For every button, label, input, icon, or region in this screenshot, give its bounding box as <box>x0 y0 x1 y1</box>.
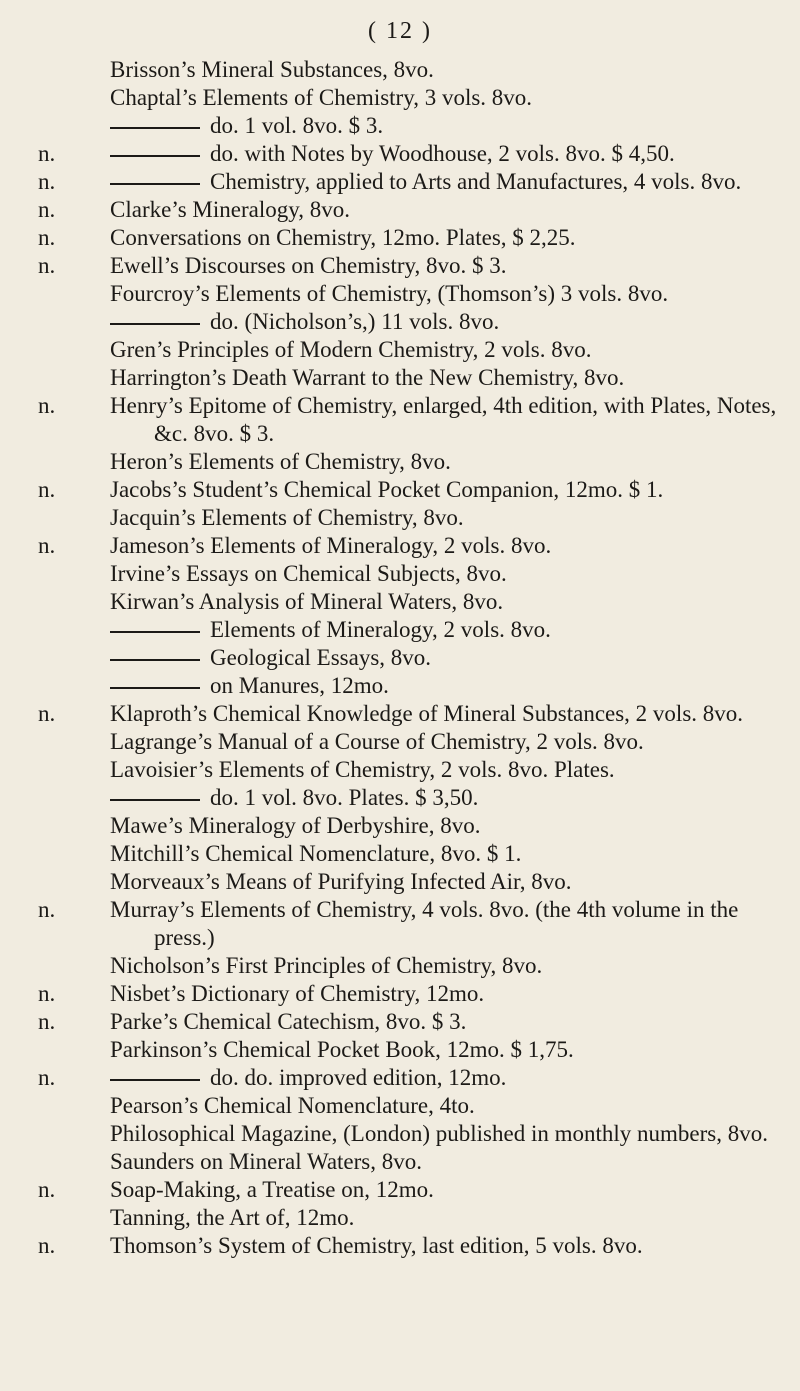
entry-text: do. (Nicholson’s,) 11 vols. 8vo. <box>210 309 500 334</box>
catalogue-entry <box>38 252 790 280</box>
entry-text: Geological Essays, 8vo. <box>210 645 432 670</box>
entry-text: Jacobs’s Student’s Chemical Pocket Companion, 12mo. $ 1. <box>110 477 664 502</box>
catalogue-entry <box>110 56 790 84</box>
catalogue-entry <box>38 140 790 168</box>
catalogue-entry <box>38 1232 790 1260</box>
entry-text: Henry’s Epitome of Chemistry, enlarged, 4th edition, with Plates, Notes, &c. 8vo. $ 3. <box>110 393 777 446</box>
entry-text: Elements of Mineralogy, 2 vols. 8vo. <box>210 617 551 642</box>
catalogue-entry <box>110 112 790 140</box>
entry-text: Nisbet’s Dictionary of Chemistry, 12mo. <box>110 981 485 1006</box>
entry-text: Mawe’s Mineralogy of Derbyshire, 8vo. <box>110 813 481 838</box>
catalogue-entry <box>38 168 790 196</box>
catalogue-entry <box>110 756 790 784</box>
entry-text: Mitchill’s Chemical Nomenclature, 8vo. $ 1. <box>110 841 522 866</box>
entry-text: Chaptal’s Elements of Chemistry, 3 vols. 8vo. <box>110 85 533 110</box>
catalogue-entry <box>110 280 790 308</box>
catalogue-entry <box>110 1148 790 1176</box>
entry-text: Murray’s Elements of Chemistry, 4 vols. 8vo. (the 4th volume in the press.) <box>110 897 739 950</box>
entry-text: Parkinson’s Chemical Pocket Book, 12mo. $ 1,75. <box>110 1037 574 1062</box>
entry-text: Kirwan’s Analysis of Mineral Waters, 8vo. <box>110 589 504 614</box>
entry-text: Soap-Making, a Treatise on, 12mo. <box>110 1177 434 1202</box>
entry-text: Fourcroy’s Elements of Chemistry, (Thomson’s) 3 vols. 8vo. <box>110 281 669 306</box>
catalogue-entry <box>110 560 790 588</box>
entry-text: Saunders on Mineral Waters, 8vo. <box>110 1149 422 1174</box>
new-marker: n. <box>38 1177 56 1202</box>
entry-text: Clarke’s Mineralogy, 8vo. <box>110 197 350 222</box>
ditto-rule <box>110 127 200 129</box>
catalogue-entry <box>110 1036 790 1064</box>
catalogue-entry <box>38 700 790 728</box>
new-marker: n. <box>38 1009 56 1034</box>
catalogue-entry <box>110 1120 790 1148</box>
entry-text: Conversations on Chemistry, 12mo. Plates, $ 2,25. <box>110 225 576 250</box>
entry-text: Thomson’s System of Chemistry, last edition, 5 vols. 8vo. <box>110 1233 643 1258</box>
new-marker: n. <box>38 981 56 1006</box>
catalogue-entry <box>38 1008 790 1036</box>
catalogue-entry <box>38 392 790 448</box>
new-marker: n. <box>38 1233 56 1258</box>
entry-text: Chemistry, applied to Arts and Manufactures, 4 vols. 8vo. <box>210 169 742 194</box>
catalogue-entry <box>38 532 790 560</box>
book-list <box>38 56 790 1260</box>
catalogue-entry <box>110 952 790 980</box>
catalogue-entry <box>110 784 790 812</box>
page-number: ( 12 ) <box>368 18 432 44</box>
entry-text: Nicholson’s First Principles of Chemistry, 8vo. <box>110 953 543 978</box>
entry-text: Heron’s Elements of Chemistry, 8vo. <box>110 449 451 474</box>
new-marker: n. <box>38 197 56 222</box>
catalogue-entry <box>38 980 790 1008</box>
new-marker: n. <box>38 533 56 558</box>
catalogue-entry <box>38 1064 790 1092</box>
ditto-rule <box>110 799 200 801</box>
ditto-rule <box>110 631 200 633</box>
catalogue-entry <box>38 1176 790 1204</box>
entry-text: do. 1 vol. 8vo. $ 3. <box>210 113 384 138</box>
new-marker: n. <box>38 897 56 922</box>
entry-text: do. do. improved edition, 12mo. <box>210 1065 507 1090</box>
new-marker: n. <box>38 701 56 726</box>
entry-text: Klaproth’s Chemical Knowledge of Mineral Substances, 2 vols. 8vo. <box>110 701 744 726</box>
entry-text: Jameson’s Elements of Mineralogy, 2 vols. 8vo. <box>110 533 552 558</box>
catalogue-entry <box>38 896 790 952</box>
entry-text: Brisson’s Mineral Substances, 8vo. <box>110 57 434 82</box>
catalogue-entry <box>110 840 790 868</box>
catalogue-entry <box>110 728 790 756</box>
catalogue-entry <box>110 868 790 896</box>
catalogue-entry <box>38 476 790 504</box>
entry-text: Ewell’s Discourses on Chemistry, 8vo. $ 3. <box>110 253 507 278</box>
entry-text: Morveaux’s Means of Purifying Infected Air, 8vo. <box>110 869 572 894</box>
entry-text: Lavoisier’s Elements of Chemistry, 2 vols. 8vo. Plates. <box>110 757 615 782</box>
catalogue-entry <box>110 1204 790 1232</box>
entry-text: Jacquin’s Elements of Chemistry, 8vo. <box>110 505 464 530</box>
catalogue-entry <box>110 336 790 364</box>
new-marker: n. <box>38 253 56 278</box>
catalogue-entry <box>110 644 790 672</box>
catalogue-entry <box>110 84 790 112</box>
entry-text: Parke’s Chemical Catechism, 8vo. $ 3. <box>110 1009 467 1034</box>
catalogue-entry <box>110 672 790 700</box>
catalogue-entry <box>110 504 790 532</box>
new-marker: n. <box>38 225 56 250</box>
new-marker: n. <box>38 169 56 194</box>
catalogue-entry <box>110 308 790 336</box>
ditto-rule <box>110 183 200 185</box>
new-marker: n. <box>38 393 56 418</box>
entry-text: do. with Notes by Woodhouse, 2 vols. 8vo. $ 4,50. <box>210 141 675 166</box>
ditto-rule <box>110 687 200 689</box>
new-marker: n. <box>38 1065 56 1090</box>
catalogue-entry <box>110 448 790 476</box>
catalogue-entry <box>38 224 790 252</box>
ditto-rule <box>110 659 200 661</box>
entry-text: Tanning, the Art of, 12mo. <box>110 1205 355 1230</box>
new-marker: n. <box>38 141 56 166</box>
catalogue-entry <box>110 616 790 644</box>
entry-text: Harrington’s Death Warrant to the New Chemistry, 8vo. <box>110 365 625 390</box>
entry-text: Lagrange’s Manual of a Course of Chemistry, 2 vols. 8vo. <box>110 729 644 754</box>
entry-text: Irvine’s Essays on Chemical Subjects, 8vo. <box>110 561 507 586</box>
catalogue-entry <box>110 1092 790 1120</box>
entry-text: on Manures, 12mo. <box>210 673 389 698</box>
entry-text: Philosophical Magazine, (London) published in monthly numbers, 8vo. <box>110 1121 768 1146</box>
catalogue-entry <box>38 196 790 224</box>
ditto-rule <box>110 1079 200 1081</box>
entry-text: Gren’s Principles of Modern Chemistry, 2 vols. 8vo. <box>110 337 592 362</box>
ditto-rule <box>110 155 200 157</box>
catalogue-entry <box>110 588 790 616</box>
catalogue-entry <box>110 364 790 392</box>
ditto-rule <box>110 323 200 325</box>
entry-text: Pearson’s Chemical Nomenclature, 4to. <box>110 1093 475 1118</box>
entry-text: do. 1 vol. 8vo. Plates. $ 3,50. <box>210 785 479 810</box>
catalogue-entry <box>110 812 790 840</box>
new-marker: n. <box>38 477 56 502</box>
